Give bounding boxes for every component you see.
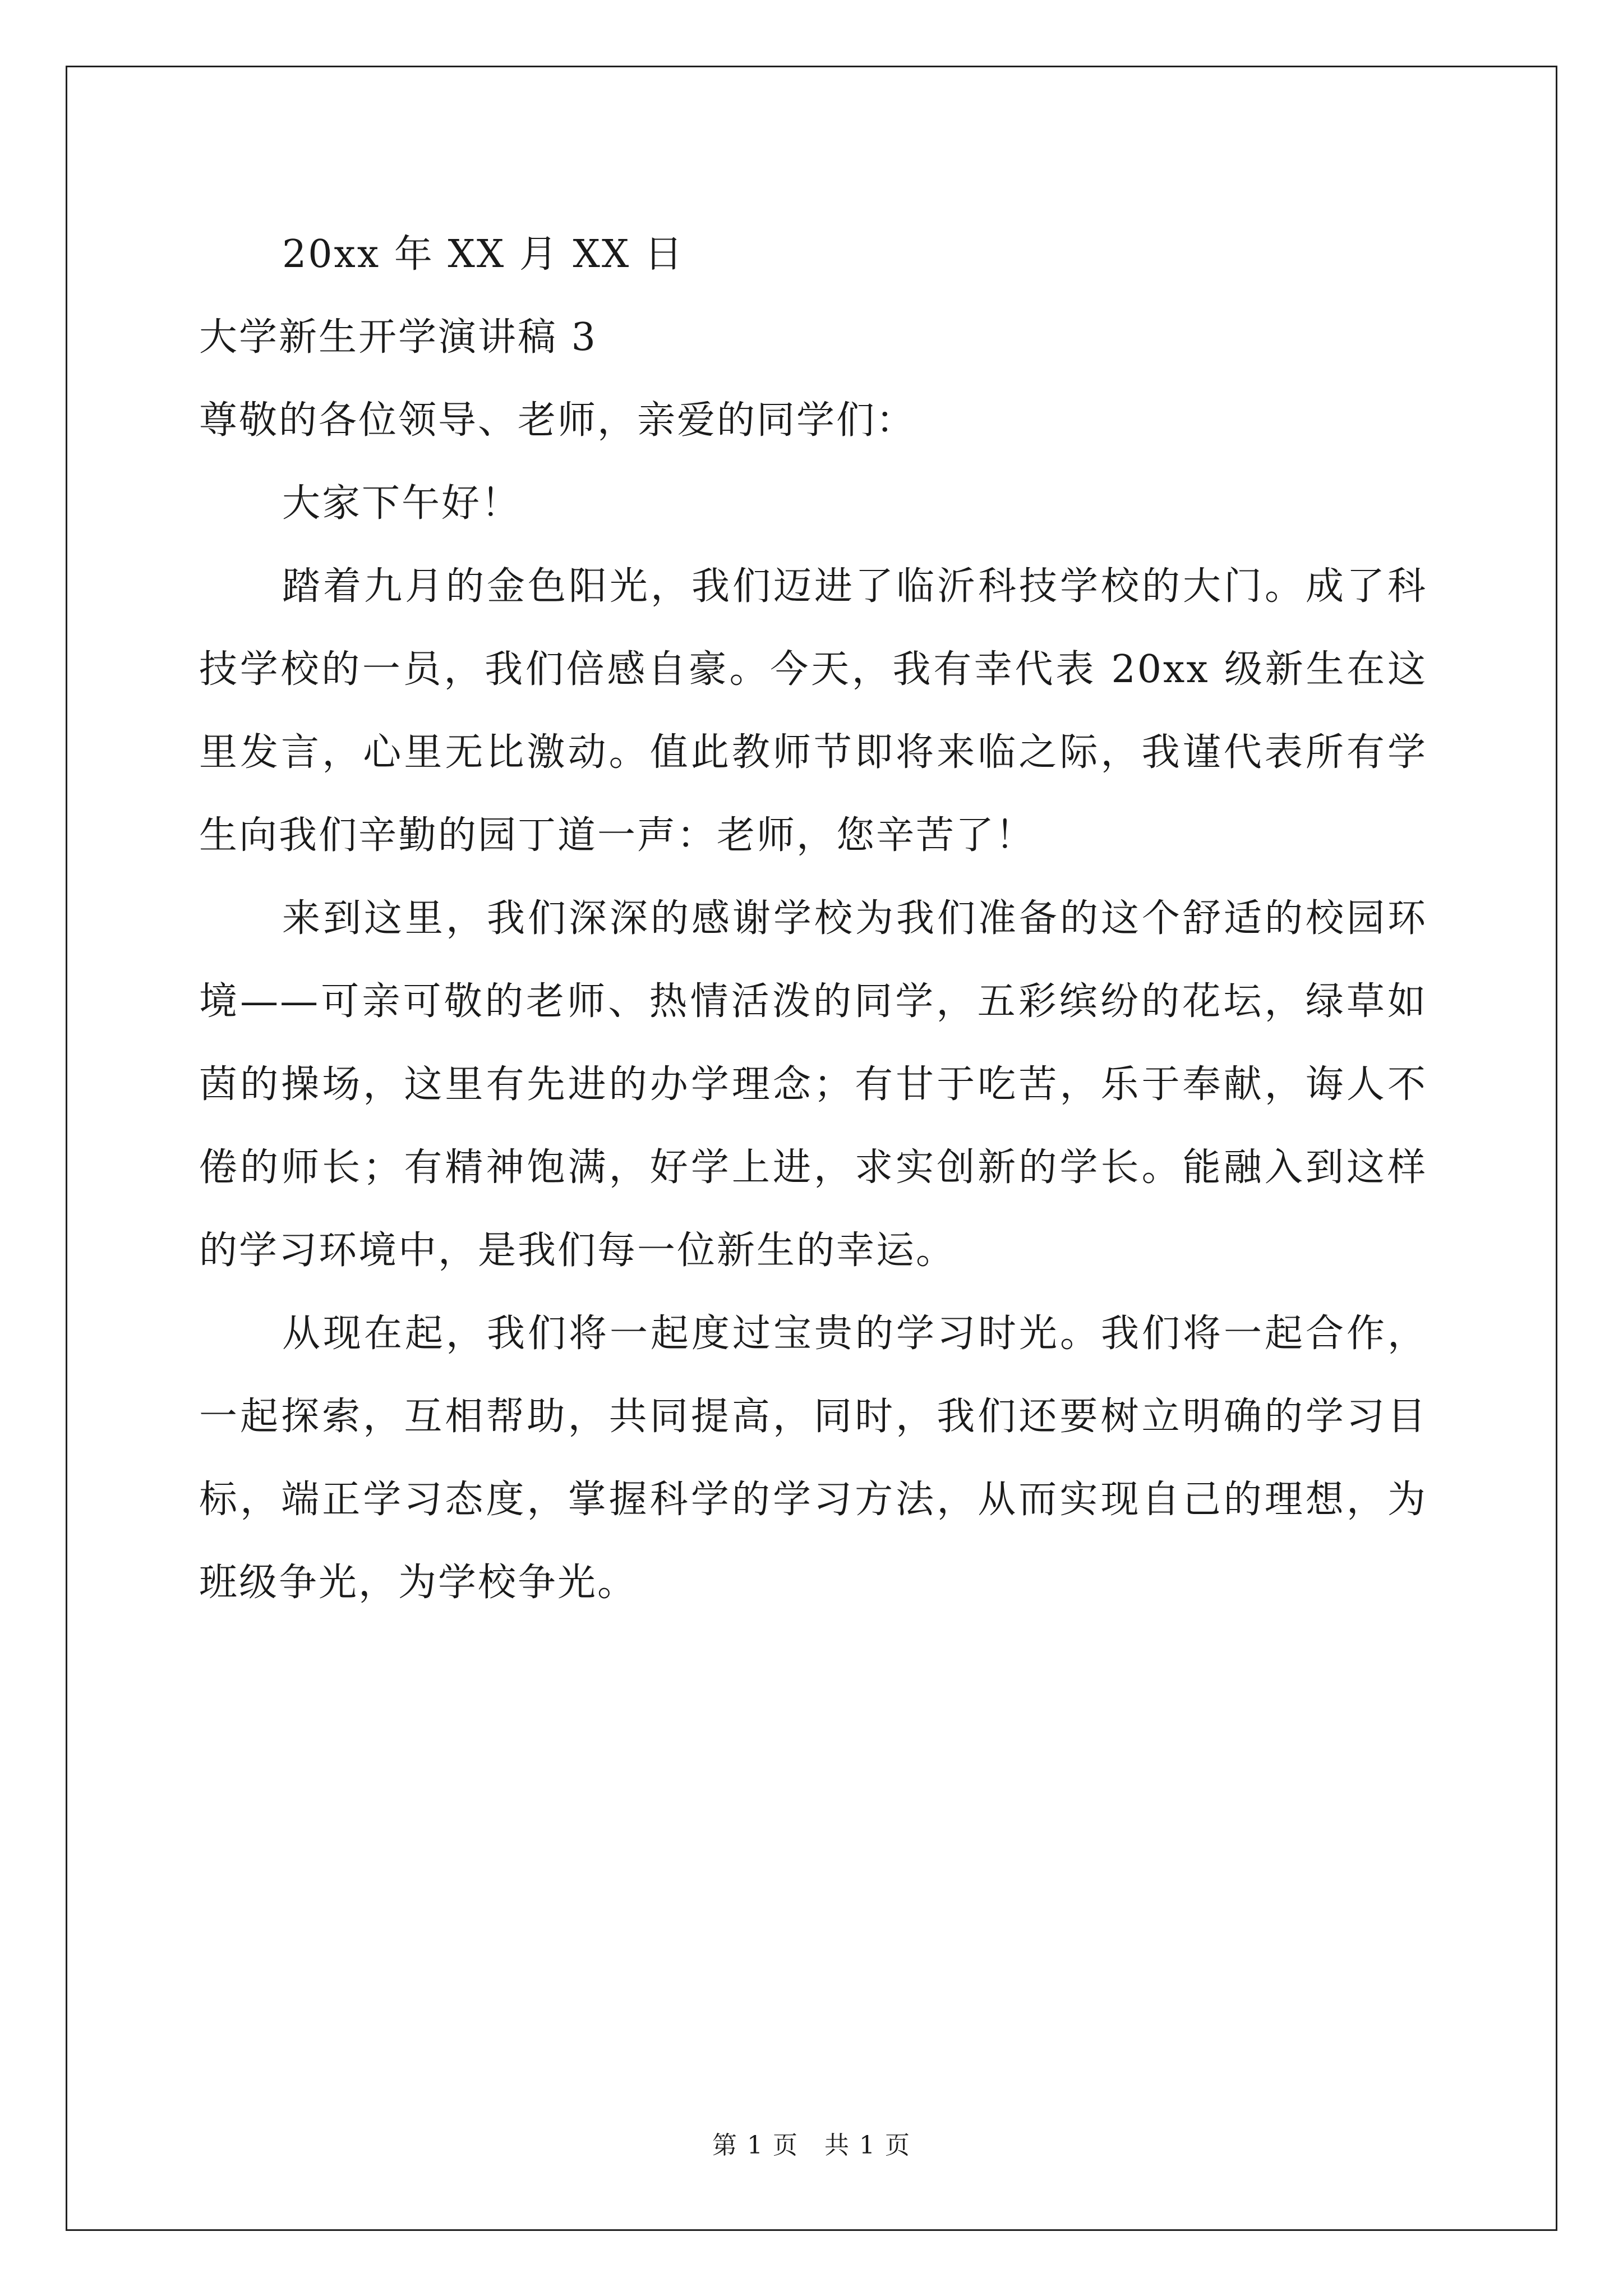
page-footer: 第 1 页 共 1 页 bbox=[712, 2131, 911, 2160]
paragraph-3: 从现在起，我们将一起度过宝贵的学习时光。我们将一起合作，一起探索，互相帮助，共同提高，同时，我们还要树立明确的学习目标，端正学习态度，掌握科学的学习方法，从而实现自己的理想，为班级争光，为学校争光。 bbox=[199, 1312, 1427, 1605]
document-title: 大学新生开学演讲稿 3 bbox=[199, 315, 597, 360]
salutation: 尊敬的各位领导、老师，亲爱的同学们： bbox=[199, 398, 916, 443]
document-body bbox=[199, 213, 1427, 1625]
date-line: 20xx 年 XX 月 XX 日 bbox=[282, 232, 684, 277]
paragraph-2: 来到这里，我们深深的感谢学校为我们准备的这个舒适的校园环境——可亲可敬的老师、热情活泼的同学，五彩缤纷的花坛，绿草如茵的操场，这里有先进的办学理念；有甘于吃苦，乐于奉献，诲人不倦的师长；有精神饱满，好学上进，求实创新的学长。能融入到这样的学习环境中，是我们每一位新生的幸运。 bbox=[199, 896, 1427, 1273]
greeting: 大家下午好！ bbox=[282, 481, 522, 526]
paragraph-1: 踏着九月的金色阳光，我们迈进了临沂科技学校的大门。成了科技学校的一员，我们倍感自豪。今天，我有幸代表 20xx 级新生在这里发言，心里无比激动。值此教师节即将来临之际，我谨代表所有学生向我们辛勤的园丁道一声：老师，您辛苦了！ bbox=[199, 564, 1427, 858]
